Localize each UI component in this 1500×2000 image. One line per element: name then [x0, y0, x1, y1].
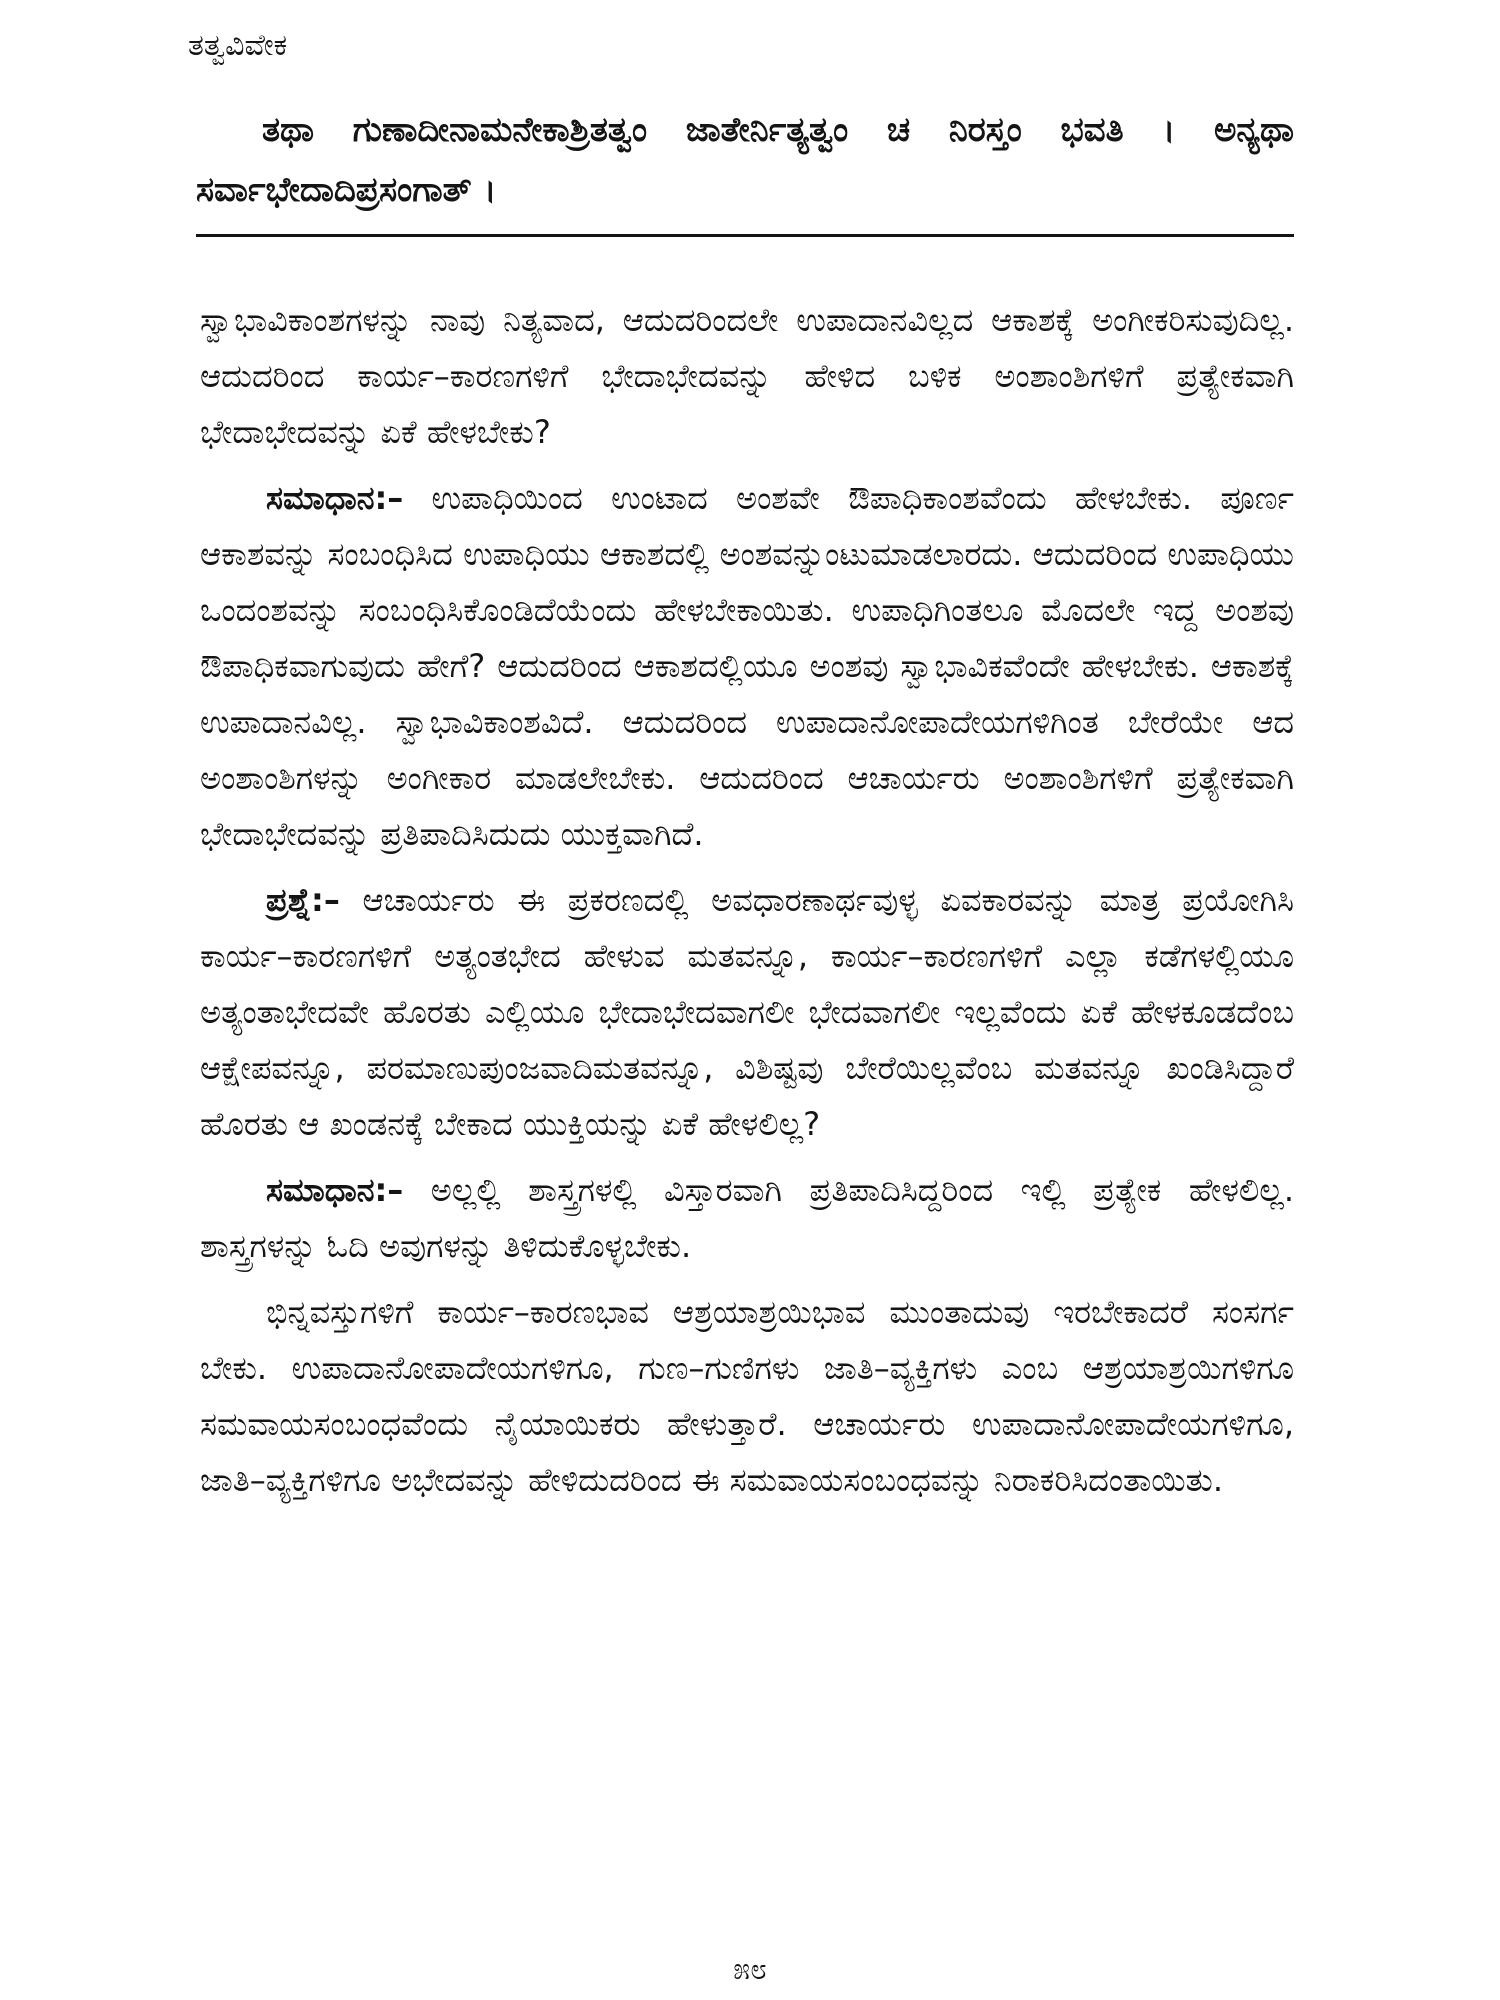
body-text [200, 292, 1294, 1518]
sanskrit-verse: ತಥಾ ಗುಣಾದೀನಾಮನೇಕಾಶ್ರಿತತ್ವಂ ಜಾತೇರ್ನಿತ್ಯತ್ವಂ ಚ ನಿರಸ್ತಂ ಭವತಿ । ಅನ್ಯಥಾ ಸರ್ವಾಭೇದಾದಿಪ್ರಸಂಗಾತ್ । [196, 110, 1294, 210]
paragraph-question-continuation: ಸ್ವಾಭಾವಿಕಾಂಶಗಳನ್ನು ನಾವು ನಿತ್ಯವಾದ, ಆದುದರಿಂದಲೇ ಉಪಾದಾನವಿಲ್ಲದ ಆಕಾಶಕ್ಕೆ ಅಂಗೀಕರಿಸುವುದಿಲ್ಲ. ಆದುದರಿಂದ ಕಾರ್ಯ–ಕಾರಣಗಳಿಗೆ ಭೇದಾಭೇದವನ್ನು ಹೇಳಿದ ಬಳಿಕ ಅಂಶಾಂಶಿಗಳಿಗೆ ಪ್ರತ್ಯೇಕವಾಗಿ ಭೇದಾಭೇದವನ್ನು ಏಕೆ ಹೇಳಬೇಕು? [200, 301, 1294, 451]
paragraph-question [200, 872, 1294, 1152]
paragraph-text: ಅಲ್ಲಲ್ಲಿ ಶಾಸ್ತ್ರಗಳಲ್ಲಿ ವಿಸ್ತಾರವಾಗಿ ಪ್ರತಿಪಾದಿಸಿದ್ದರಿಂದ ಇಲ್ಲಿ ಪ್ರತ್ಯೇಕ ಹೇಳಲಿಲ್ಲ. ಶಾಸ್ತ್ರಗಳನ್ನು ಓದಿ ಅವುಗಳನ್ನು ತಿಳಿದುಕೊಳ್ಳಬೇಕು. [200, 1171, 1294, 1265]
paragraph-text: ಆಚಾರ್ಯರು ಈ ಪ್ರಕರಣದಲ್ಲಿ ಅವಧಾರಣಾರ್ಥವುಳ್ಳ ಏವಕಾರವನ್ನು ಮಾತ್ರ ಪ್ರಯೋಗಿಸಿ ಕಾರ್ಯ–ಕಾರಣಗಳಿಗೆ ಅತ್ಯಂತಭೇದ ಹೇಳುವ ಮತವನ್ನೂ, ಕಾರ್ಯ–ಕಾರಣಗಳಿಗೆ ಎಲ್ಲಾ ಕಡೆಗಳಲ್ಲಿಯೂ ಅತ್ಯಂತಾಭೇದವೇ ಹೊರತು ಎಲ್ಲಿಯೂ ಭೇದಾಭೇದವಾಗಲೀ ಭೇದವಾಗಲೀ ಇಲ್ಲವೆಂದು ಏಕೆ ಹೇಳಕೂಡದೆಂಬ ಆಕ್ಷೇಪವನ್ನೂ, ಪರಮಾಣುಪುಂಜವಾದಿಮತವನ್ನೂ, ವಿಶಿಷ್ಟವು ಬೇರೆಯಿಲ್ಲವೆಂಬ ಮತವನ್ನೂ ಖಂಡಿಸಿದ್ದಾರೆ ಹೊರತು ಆ ಖಂಡನಕ್ಕೆ ಬೇಕಾದ ಯುಕ್ತಿಯನ್ನು ಏಕೆ ಹೇಳಲಿಲ್ಲ? [200, 881, 1294, 1143]
paragraph-label: ಪ್ರಶ್ನೆ:– [266, 881, 340, 919]
running-title: ತತ್ವವಿವೇಕ [188, 28, 288, 63]
paragraph-label: ಸಮಾಧಾನ:– [266, 1171, 404, 1209]
page-number: ೫೮ [733, 1952, 767, 1987]
horizontal-rule [196, 234, 1294, 237]
paragraph-answer [200, 470, 1294, 862]
paragraph-text: ಉಪಾಧಿಯಿಂದ ಉಂಟಾದ ಅಂಶವೇ ಔಪಾಧಿಕಾಂಶವೆಂದು ಹೇಳಬೇಕು. ಪೂರ್ಣ ಆಕಾಶವನ್ನು ಸಂಬಂಧಿಸಿದ ಉಪಾಧಿಯು ಆಕಾಶದಲ್ಲಿ ಅಂಶವನ್ನುಂಟುಮಾಡಲಾರದು. ಆದುದರಿಂದ ಉಪಾಧಿಯು ಒಂದಂಶವನ್ನು ಸಂಬಂಧಿಸಿಕೊಂಡಿದೆಯೆಂದು ಹೇಳಬೇಕಾಯಿತು. ಉಪಾಧಿಗಿಂತಲೂ ಮೊದಲೇ ಇದ್ದ ಅಂಶವು ಔಪಾಧಿಕವಾಗುವುದು ಹೇಗೆ? ಆದುದರಿಂದ ಆಕಾಶದಲ್ಲಿಯೂ ಅಂಶವು ಸ್ವಾಭಾವಿಕವೆಂದೇ ಹೇಳಬೇಕು. ಆಕಾಶಕ್ಕೆ ಉಪಾದಾನವಿಲ್ಲ. ಸ್ವಾಭಾವಿಕಾಂಶವಿದೆ. ಆದುದರಿಂದ ಉಪಾದಾನೋಪಾದೇಯಗಳಿಗಿಂತ ಬೇರೆಯೇ ಆದ ಅಂಶಾಂಶಿಗಳನ್ನು ಅಂಗೀಕಾರ ಮಾಡಲೇಬೇಕು. ಆದುದರಿಂದ ಆಚಾರ್ಯರು ಅಂಶಾಂಶಿಗಳಿಗೆ ಪ್ರತ್ಯೇಕವಾಗಿ ಭೇದಾಭೇದವನ್ನು ಪ್ರತಿಪಾದಿಸಿದುದು ಯುಕ್ತವಾಗಿದೆ. [200, 479, 1295, 853]
paragraph-label: ಸಮಾಧಾನ:– [266, 479, 404, 517]
paragraph-answer [200, 1162, 1294, 1274]
paragraph-commentary: ಭಿನ್ನವಸ್ತುಗಳಿಗೆ ಕಾರ್ಯ–ಕಾರಣಭಾವ ಆಶ್ರಯಾಶ್ರಯಿಭಾವ ಮುಂತಾದುವು ಇರಬೇಕಾದರೆ ಸಂಸರ್ಗ ಬೇಕು. ಉಪಾದಾನೋಪಾದೇಯಗಳಿಗೂ, ಗುಣ–ಗುಣಿಗಳು ಜಾತಿ–ವ್ಯಕ್ತಿಗಳು ಎಂಬ ಆಶ್ರಯಾಶ್ರಯಿಗಳಿಗೂ ಸಮವಾಯಸಂಬಂಧವೆಂದು ನೈಯಾಯಿಕರು ಹೇಳುತ್ತಾರೆ. ಆಚಾರ್ಯರು ಉಪಾದಾನೋಪಾದೇಯಗಳಿಗೂ, ಜಾತಿ–ವ್ಯಕ್ತಿಗಳಿಗೂ ಅಭೇದವನ್ನು ಹೇಳಿದುದರಿಂದ ಈ ಸಮವಾಯಸಂಬಂಧವನ್ನು ನಿರಾಕರಿಸಿದಂತಾಯಿತು. [200, 1293, 1294, 1499]
